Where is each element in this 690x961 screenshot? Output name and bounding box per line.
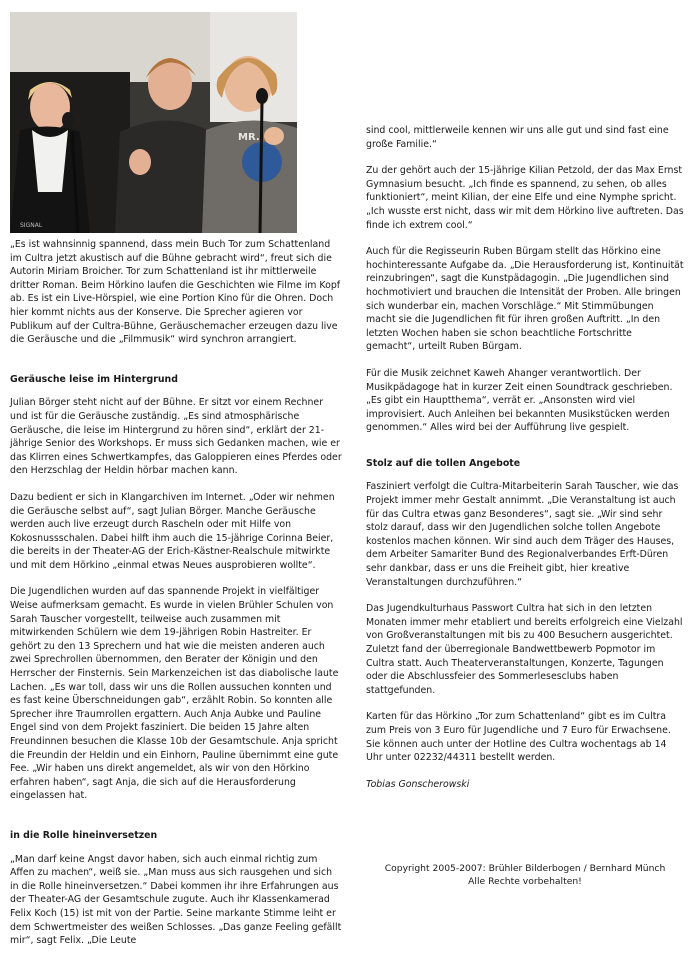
paragraph: Karten für das Hörkino „Tor zum Schattenland“ gibt es im Cultra zum Preis von 3 Euro für Jugendliche und 7 Euro für Erwachsene. Sie können auch unter der Hotline des Cultra wochentags ab 14 Uhr unter 02232/44311 bestellt werden. bbox=[366, 711, 671, 764]
section-heading: in die Rolle hineinversetzen bbox=[10, 829, 158, 841]
shirt-text: MR. bbox=[238, 132, 260, 143]
article-photo bbox=[10, 12, 297, 233]
paragraph: Das Jugendkulturhaus Passwort Cultra hat sich in den letzten Monaten immer mehr etabliert und bereits erfolgreich eine Vielzahl von Großveranstaltungen mit bis zu 400 Besuchern ausgerichtet. Zuletzt fand der überregionale Bandwettbewerb Popmotor im Cultra statt. Auch Theaterveranstaltungen, Konzerte, Tagungen oder die Abschlussfeier des Sommerlesesclubs haben stattgefunden. bbox=[366, 603, 683, 696]
section-heading: Stolz auf die tollen Angebote bbox=[366, 457, 521, 469]
section-heading: Geräusche leise im Hintergrund bbox=[10, 373, 178, 385]
author-signoff: Tobias Gonscherowski bbox=[366, 778, 470, 790]
paragraph: „Man darf keine Angst davor haben, sich auch einmal richtig zum Affen zu machen“, weiß sie. „Man muss aus sich rausgehen und sich in die Rolle hineinversetzen.“ Dabei kommen ihr ihre Erfahrungen aus der Theater-AG der Gesamtschule zugute. Auch ihr Klassenkamerad Felix Koch (15) ist mit von der Partie. Seine markante Stimme leiht er dem Schwertmeister des weißen Schlosses. „Das ganze Feeling gefällt mir“, sagt Felix. „Die Leute bbox=[10, 853, 342, 947]
rights-line: Alle Rechte vorbehalten! bbox=[468, 876, 582, 887]
copyright-line: Copyright 2005-2007: Brühler Bilderbogen / Bernhard Münch bbox=[384, 863, 666, 874]
paragraph: Zu der gehört auch der 15-jährige Kilian Petzold, der das Max Ernst Gymnasium besucht. „Ich finde es spannend, zu sehen, ob alles funktioniert“, meint Kilian, der eine Elfe und eine Nymphe spricht. „Ich wusste erst nicht, dass wir mit dem Hörkino live auftreten. Das finde ich extrem cool.“ bbox=[366, 165, 684, 231]
right-column bbox=[366, 124, 684, 804]
paragraph: Dazu bedient er sich in Klangarchiven im Internet. „Oder wir nehmen die Geräusche selbst auf“, sagt Julian Börger. Manche Geräusche werden auch live erzeugt durch Rascheln oder mit Hilfe von Kokosnussschalen. Dabei hilft ihm auch die 15-jährige Corinna Beier, die bereits in der Theater-AG der Erich-Kästner-Realschule mitwirkte und mit dem Hörkino „einmal etwas Neues ausprobieren wollte“. bbox=[10, 491, 335, 571]
copyright-notice bbox=[366, 862, 684, 888]
paragraph: Die Jugendlichen wurden auf das spannende Projekt in vielfältiger Weise aufmerksam gemacht. Es wurde in vielen Brühler Schulen von Sarah Tauscher vorgestellt, teilweise auch zusammen mit mitwirkenden Schülern wie dem 19-jährigen Robin Hastreiter. Er gehört zu den 13 Sprechern und hat wie die meisten anderen auch zwei Sprechrollen übernommen, den Berater der Königin und den Herrscher der Finsternis. Sein Markenzeichen ist das diabolische laute Lachen. „Es war toll, dass wir uns die Rollen aussuchen konnten und es fast keine Überschneidungen gab“, erzählt Robin. So konnten alle Sprecher ihre Traumrollen ergattern. Auch Anja Aubke und Pauline Engel sind von dem Projekt fasziniert. Die beiden 15 Jahre alten Freundinnen besuchen die Klasse 10b der Gesamtschule. Anja spricht die Freundin der Heldin und ein Einhorn, Pauline übernimmt eine gute Fee. „Wir haben uns direkt angemeldet, als wir von den Hörkino erfahren haben“, sagt Anja, die sich auf die Herausforderung eingelassen hat. bbox=[10, 586, 339, 802]
paragraph: Auch für die Regisseurin Ruben Bürgam stellt das Hörkino eine hochinteressante Aufgabe da. „Die Herausforderung ist, Kontinuität reinzubringen“, sagt die Kunstpädagogin. „Die Jugendlichen sind hochmotiviert und brauchen die Intensität der Proben. Alle bringen sich wunderbar ein, machen Vorschläge.“ Mit Stimmübungen macht sie die Jugendlichen fit für ihren großen Auftritt. „In den letzten Wochen haben sie schon beachtliche Fortschritte gemacht“, urteilt Ruben Bürgam. bbox=[366, 246, 684, 353]
left-column bbox=[10, 238, 342, 961]
paragraph: sind cool, mittlerweile kennen wir uns alle gut und sind fast eine große Familie.“ bbox=[366, 125, 669, 150]
paragraph: Julian Börger steht nicht auf der Bühne. Er sitzt vor einem Rechner und ist für die Geräusche zuständig. „Es sind atmosphärische Geräusche, die leise im Hintergrund zu hören sind“, erklärt der 21-jährige Senior des Workshops. Er muss sich Gedanken machen, wie er das Klirren eines Schwertkampfes, das Galoppieren eines Pferdes oder den Herzschlag der Heldin hörbar machen kann. bbox=[10, 397, 342, 477]
paragraph: Für die Musik zeichnet Kaweh Ahanger verantwortlich. Der Musikpädagoge hat in kurzer Zeit einen Soundtrack geschrieben. „Es gibt ein Hauptthema“, verrät er. „Ansonsten wird viel improvisiert. Auch Anleihen bei bekannten Musikstücken werden genommen.“ Alles wird bei der Aufführung live gespielt. bbox=[366, 367, 673, 434]
photo-logo-text: SIGNAL bbox=[20, 222, 43, 229]
paragraph: Fasziniert verfolgt die Cultra-Mitarbeiterin Sarah Tauscher, wie das Projekt immer mehr Gestalt annimmt. „Die Veranstaltung ist auch für das Cultra etwas ganz Besonderes“, sagt sie. „Wir sind sehr stolz darauf, dass wir den Jugendlichen solche tollen Angebote kostenlos machen können. Wir sind auch dem Träger des Hauses, dem Arbeiter Samariter Bund des Regionalverbandes Erft-Düren sehr dankbar, dass er uns die Freiheit gibt, hier kreative Veranstaltungen durchzuführen.“ bbox=[366, 481, 679, 588]
paragraph: „Es ist wahnsinnig spannend, dass mein Buch Tor zum Schattenland im Cultra jetzt akustisch auf die Bühne gebracht wird“, freut sich die Autorin Miriam Broicher. Tor zum Schattenland ist ihr mittlerweile dritter Roman. Beim Hörkino laufen die Geschichten wie Filme im Kopf ab. Es ist ein Live-Hörspiel, wie eine Portion Kino für die Ohren. Doch hier kommt nichts aus der Konserve. Die Sprecher agieren vor Publikum auf der Cultra-Bühne, Geräuschemacher erzeugen dazu live die Geräusche und die „Filmmusik“ wird synchron arrangiert. bbox=[10, 239, 341, 346]
